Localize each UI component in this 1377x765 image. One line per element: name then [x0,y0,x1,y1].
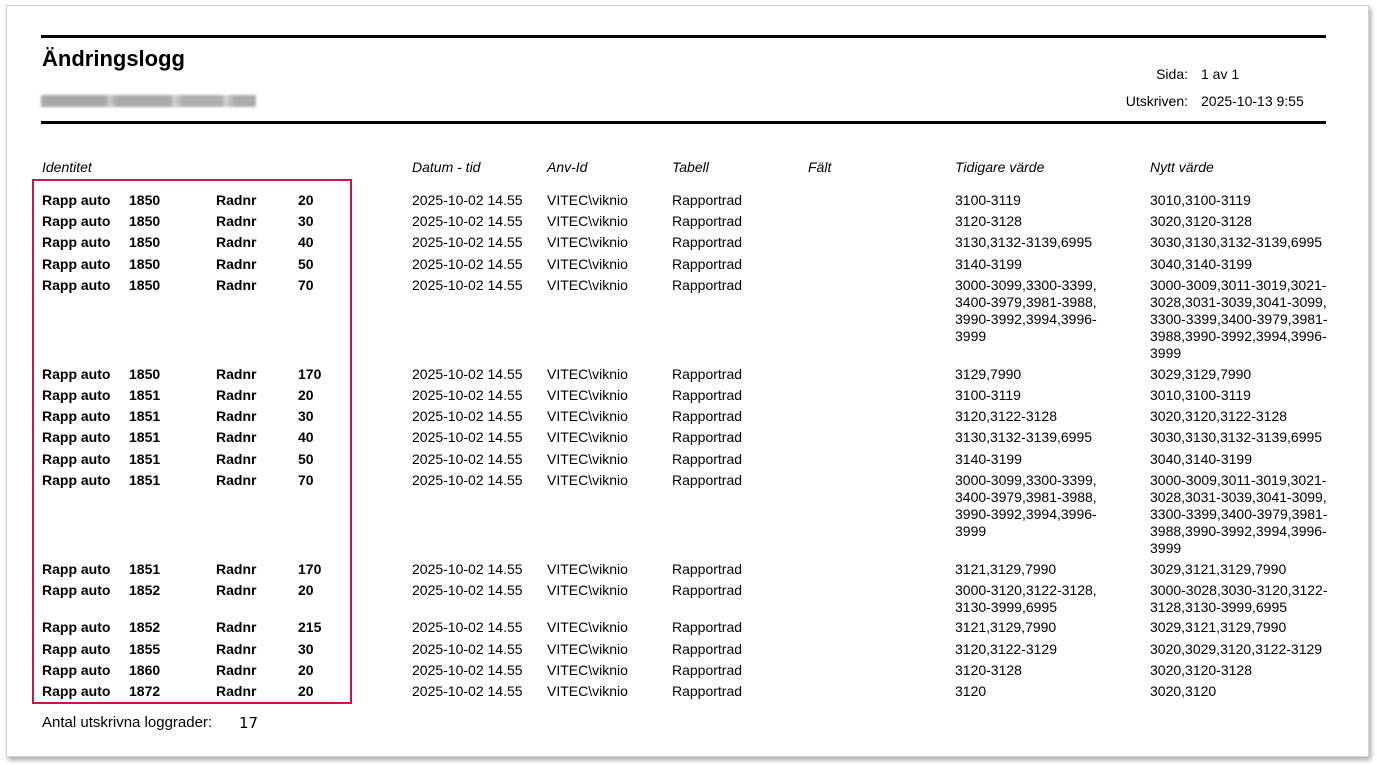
user-cell: VITEC\viknio [547,451,628,467]
table-cell: Rapportrad [672,429,743,445]
number-cell: 1872 [129,683,161,699]
column-header-user: Anv-Id [547,159,588,175]
previous-value-cell: 3000-3099,​3300-3399,​3400-3979,​3981-3988,​3990-3992,​3994,​3996-3999 [955,277,1097,344]
previous-value-cell: 3000-3099,​3300-3399,​3400-3979,​3981-3988,​3990-3992,​3994,​3996-3999 [955,472,1097,539]
radnr-label-cell: Radnr [216,472,257,488]
new-value-cell: 3029,​3129,​7990 [1150,366,1252,382]
new-value-cell: 3020,​3120-3128 [1150,662,1252,678]
identity-cell: Rapp auto [42,429,111,445]
number-cell: 1855 [129,641,161,657]
column-header-identity: Identitet [42,159,92,175]
datetime-cell: 2025-10-02 14.55 [412,472,523,488]
identity-cell: Rapp auto [42,234,111,250]
datetime-cell: 2025-10-02 14.55 [412,213,523,229]
number-cell: 1850 [129,277,161,293]
radnr-label-cell: Radnr [216,192,257,208]
new-value-cell: 3029,​3121,​3129,​7990 [1150,619,1287,635]
new-value-cell: 3020,​3120 [1150,683,1217,699]
radnr-value-cell: 20 [298,582,314,598]
user-cell: VITEC\viknio [547,683,628,699]
user-cell: VITEC\viknio [547,619,628,635]
radnr-value-cell: 30 [298,213,314,229]
table-cell: Rapportrad [672,641,743,657]
column-header-table: Tabell [672,159,709,175]
previous-value-cell: 3121,​3129,​7990 [955,619,1057,635]
radnr-label-cell: Radnr [216,387,257,403]
table-cell: Rapportrad [672,234,743,250]
radnr-label-cell: Radnr [216,641,257,657]
column-header-previous: Tidigare värde [955,159,1045,175]
datetime-cell: 2025-10-02 14.55 [412,619,523,635]
user-cell: VITEC\viknio [547,366,628,382]
number-cell: 1852 [129,619,161,635]
printed-value: 2025-10-13 9:55 [1201,93,1304,109]
radnr-value-cell: 170 [298,561,322,577]
radnr-label-cell: Radnr [216,662,257,678]
previous-value-cell: 3140-3199 [955,256,1022,272]
identity-cell: Rapp auto [42,662,111,678]
datetime-cell: 2025-10-02 14.55 [412,256,523,272]
new-value-cell: 3010,​3100-3119 [1150,387,1251,403]
datetime-cell: 2025-10-02 14.55 [412,641,523,657]
datetime-cell: 2025-10-02 14.55 [412,366,523,382]
new-value-cell: 3000-3009,​3011-3019,​3021-3028,​3031-3039,​3041-3099,​3300-3399,​3400-3979,​3981-3988,​3990-3992,​3994,​3996-3999 [1150,277,1328,361]
report-title: Ändringslogg [42,46,185,71]
previous-value-cell: 3140-3199 [955,451,1022,467]
user-cell: VITEC\viknio [547,234,628,250]
user-cell: VITEC\viknio [547,387,628,403]
table-cell: Rapportrad [672,277,743,293]
user-cell: VITEC\viknio [547,662,628,678]
table-cell: Rapportrad [672,408,743,424]
number-cell: 1851 [129,429,161,445]
table-cell: Rapportrad [672,619,743,635]
radnr-value-cell: 50 [298,256,314,272]
column-header-datetime: Datum - tid [412,159,481,175]
datetime-cell: 2025-10-02 14.55 [412,662,523,678]
identity-cell: Rapp auto [42,472,111,488]
number-cell: 1851 [129,451,161,467]
identity-cell: Rapp auto [42,387,111,403]
radnr-label-cell: Radnr [216,234,257,250]
identity-cell: Rapp auto [42,408,111,424]
user-cell: VITEC\viknio [547,641,628,657]
table-cell: Rapportrad [672,472,743,488]
radnr-label-cell: Radnr [216,619,257,635]
number-cell: 1850 [129,256,161,272]
table-cell: Rapportrad [672,561,743,577]
column-header-new: Nytt värde [1150,159,1214,175]
header-bottom-rule [41,121,1326,124]
user-cell: VITEC\viknio [547,561,628,577]
new-value-cell: 3029,​3121,​3129,​7990 [1150,561,1287,577]
number-cell: 1850 [129,234,161,250]
user-cell: VITEC\viknio [547,256,628,272]
radnr-value-cell: 70 [298,472,314,488]
radnr-label-cell: Radnr [216,277,257,293]
new-value-cell: 3020,​3029,​3120,​3122-3129 [1150,641,1323,657]
user-cell: VITEC\viknio [547,408,628,424]
table-cell: Rapportrad [672,683,743,699]
number-cell: 1851 [129,561,161,577]
radnr-value-cell: 20 [298,387,314,403]
column-header-field: Fält [808,159,832,175]
number-cell: 1860 [129,662,161,678]
new-value-cell: 3040,​3140-3199 [1150,451,1252,467]
number-cell: 1852 [129,582,161,598]
new-value-cell: 3030,​3130,​3132-3139,​6995 [1150,429,1323,445]
printed-label: Utskriven: [1125,93,1188,109]
datetime-cell: 2025-10-02 14.55 [412,561,523,577]
new-value-cell: 3040,​3140-3199 [1150,256,1252,272]
previous-value-cell: 3120-3128 [955,662,1022,678]
radnr-value-cell: 40 [298,234,314,250]
number-cell: 1850 [129,213,161,229]
previous-value-cell: 3100-3119 [955,192,1021,208]
radnr-label-cell: Radnr [216,408,257,424]
user-cell: VITEC\viknio [547,213,628,229]
number-cell: 1851 [129,387,161,403]
datetime-cell: 2025-10-02 14.55 [412,192,523,208]
datetime-cell: 2025-10-02 14.55 [412,429,523,445]
identity-cell: Rapp auto [42,192,111,208]
page-value: 1 av 1 [1201,66,1240,82]
table-cell: Rapportrad [672,582,743,598]
table-cell: Rapportrad [672,192,743,208]
radnr-label-cell: Radnr [216,582,257,598]
redacted-subtitle [41,95,256,107]
new-value-cell: 3020,​3120,​3122-3128 [1150,408,1288,424]
radnr-label-cell: Radnr [216,366,257,382]
radnr-label-cell: Radnr [216,256,257,272]
identity-cell: Rapp auto [42,619,111,635]
previous-value-cell: 3130,​3132-3139,​6995 [955,234,1093,250]
table-cell: Rapportrad [672,256,743,272]
identity-cell: Rapp auto [42,641,111,657]
radnr-label-cell: Radnr [216,213,257,229]
datetime-cell: 2025-10-02 14.55 [412,277,523,293]
previous-value-cell: 3130,​3132-3139,​6995 [955,429,1093,445]
header-top-rule [41,35,1326,38]
previous-value-cell: 3129,​7990 [955,366,1022,382]
user-cell: VITEC\viknio [547,277,628,293]
previous-value-cell: 3100-3119 [955,387,1021,403]
datetime-cell: 2025-10-02 14.55 [412,683,523,699]
previous-value-cell: 3120,​3122-3129 [955,641,1057,657]
radnr-label-cell: Radnr [216,683,257,699]
identity-cell: Rapp auto [42,451,111,467]
radnr-value-cell: 215 [298,619,322,635]
log-count-value: 17 [239,714,259,732]
radnr-value-cell: 20 [298,192,314,208]
datetime-cell: 2025-10-02 14.55 [412,408,523,424]
radnr-label-cell: Radnr [216,561,257,577]
table-cell: Rapportrad [672,213,743,229]
datetime-cell: 2025-10-02 14.55 [412,234,523,250]
identity-cell: Rapp auto [42,256,111,272]
radnr-value-cell: 170 [298,366,322,382]
number-cell: 1850 [129,366,161,382]
log-count-label: Antal utskrivna loggrader: [42,714,213,731]
new-value-cell: 3010,​3100-3119 [1150,192,1251,208]
radnr-value-cell: 20 [298,683,314,699]
user-cell: VITEC\viknio [547,472,628,488]
user-cell: VITEC\viknio [547,582,628,598]
table-cell: Rapportrad [672,662,743,678]
datetime-cell: 2025-10-02 14.55 [412,451,523,467]
previous-value-cell: 3120,​3122-3128 [955,408,1057,424]
identity-cell: Rapp auto [42,213,111,229]
number-cell: 1851 [129,472,161,488]
previous-value-cell: 3121,​3129,​7990 [955,561,1057,577]
radnr-value-cell: 30 [298,408,314,424]
user-cell: VITEC\viknio [547,429,628,445]
radnr-value-cell: 40 [298,429,314,445]
table-cell: Rapportrad [672,387,743,403]
radnr-value-cell: 30 [298,641,314,657]
new-value-cell: 3020,​3120-3128 [1150,213,1252,229]
page-label: Sida: [1156,66,1188,82]
new-value-cell: 3000-3028,​3030-3120,​3122-3128,​3130-3999,​6995 [1150,582,1328,615]
identity-cell: Rapp auto [42,683,111,699]
new-value-cell: 3030,​3130,​3132-3139,​6995 [1150,234,1323,250]
identity-cell: Rapp auto [42,582,111,598]
radnr-label-cell: Radnr [216,451,257,467]
radnr-label-cell: Radnr [216,429,257,445]
radnr-value-cell: 50 [298,451,314,467]
number-cell: 1850 [129,192,161,208]
radnr-value-cell: 20 [298,662,314,678]
datetime-cell: 2025-10-02 14.55 [412,582,523,598]
user-cell: VITEC\viknio [547,192,628,208]
identity-cell: Rapp auto [42,366,111,382]
datetime-cell: 2025-10-02 14.55 [412,387,523,403]
previous-value-cell: 3120 [955,683,987,699]
table-cell: Rapportrad [672,451,743,467]
table-cell: Rapportrad [672,366,743,382]
identity-cell: Rapp auto [42,277,111,293]
radnr-value-cell: 70 [298,277,314,293]
previous-value-cell: 3120-3128 [955,213,1022,229]
number-cell: 1851 [129,408,161,424]
new-value-cell: 3000-3009,​3011-3019,​3021-3028,​3031-3039,​3041-3099,​3300-3399,​3400-3979,​3981-3988,​3990-3992,​3994,​3996-3999 [1150,472,1328,556]
identity-cell: Rapp auto [42,561,111,577]
previous-value-cell: 3000-3120,​3122-3128,​3130-3999,​6995 [955,582,1097,615]
